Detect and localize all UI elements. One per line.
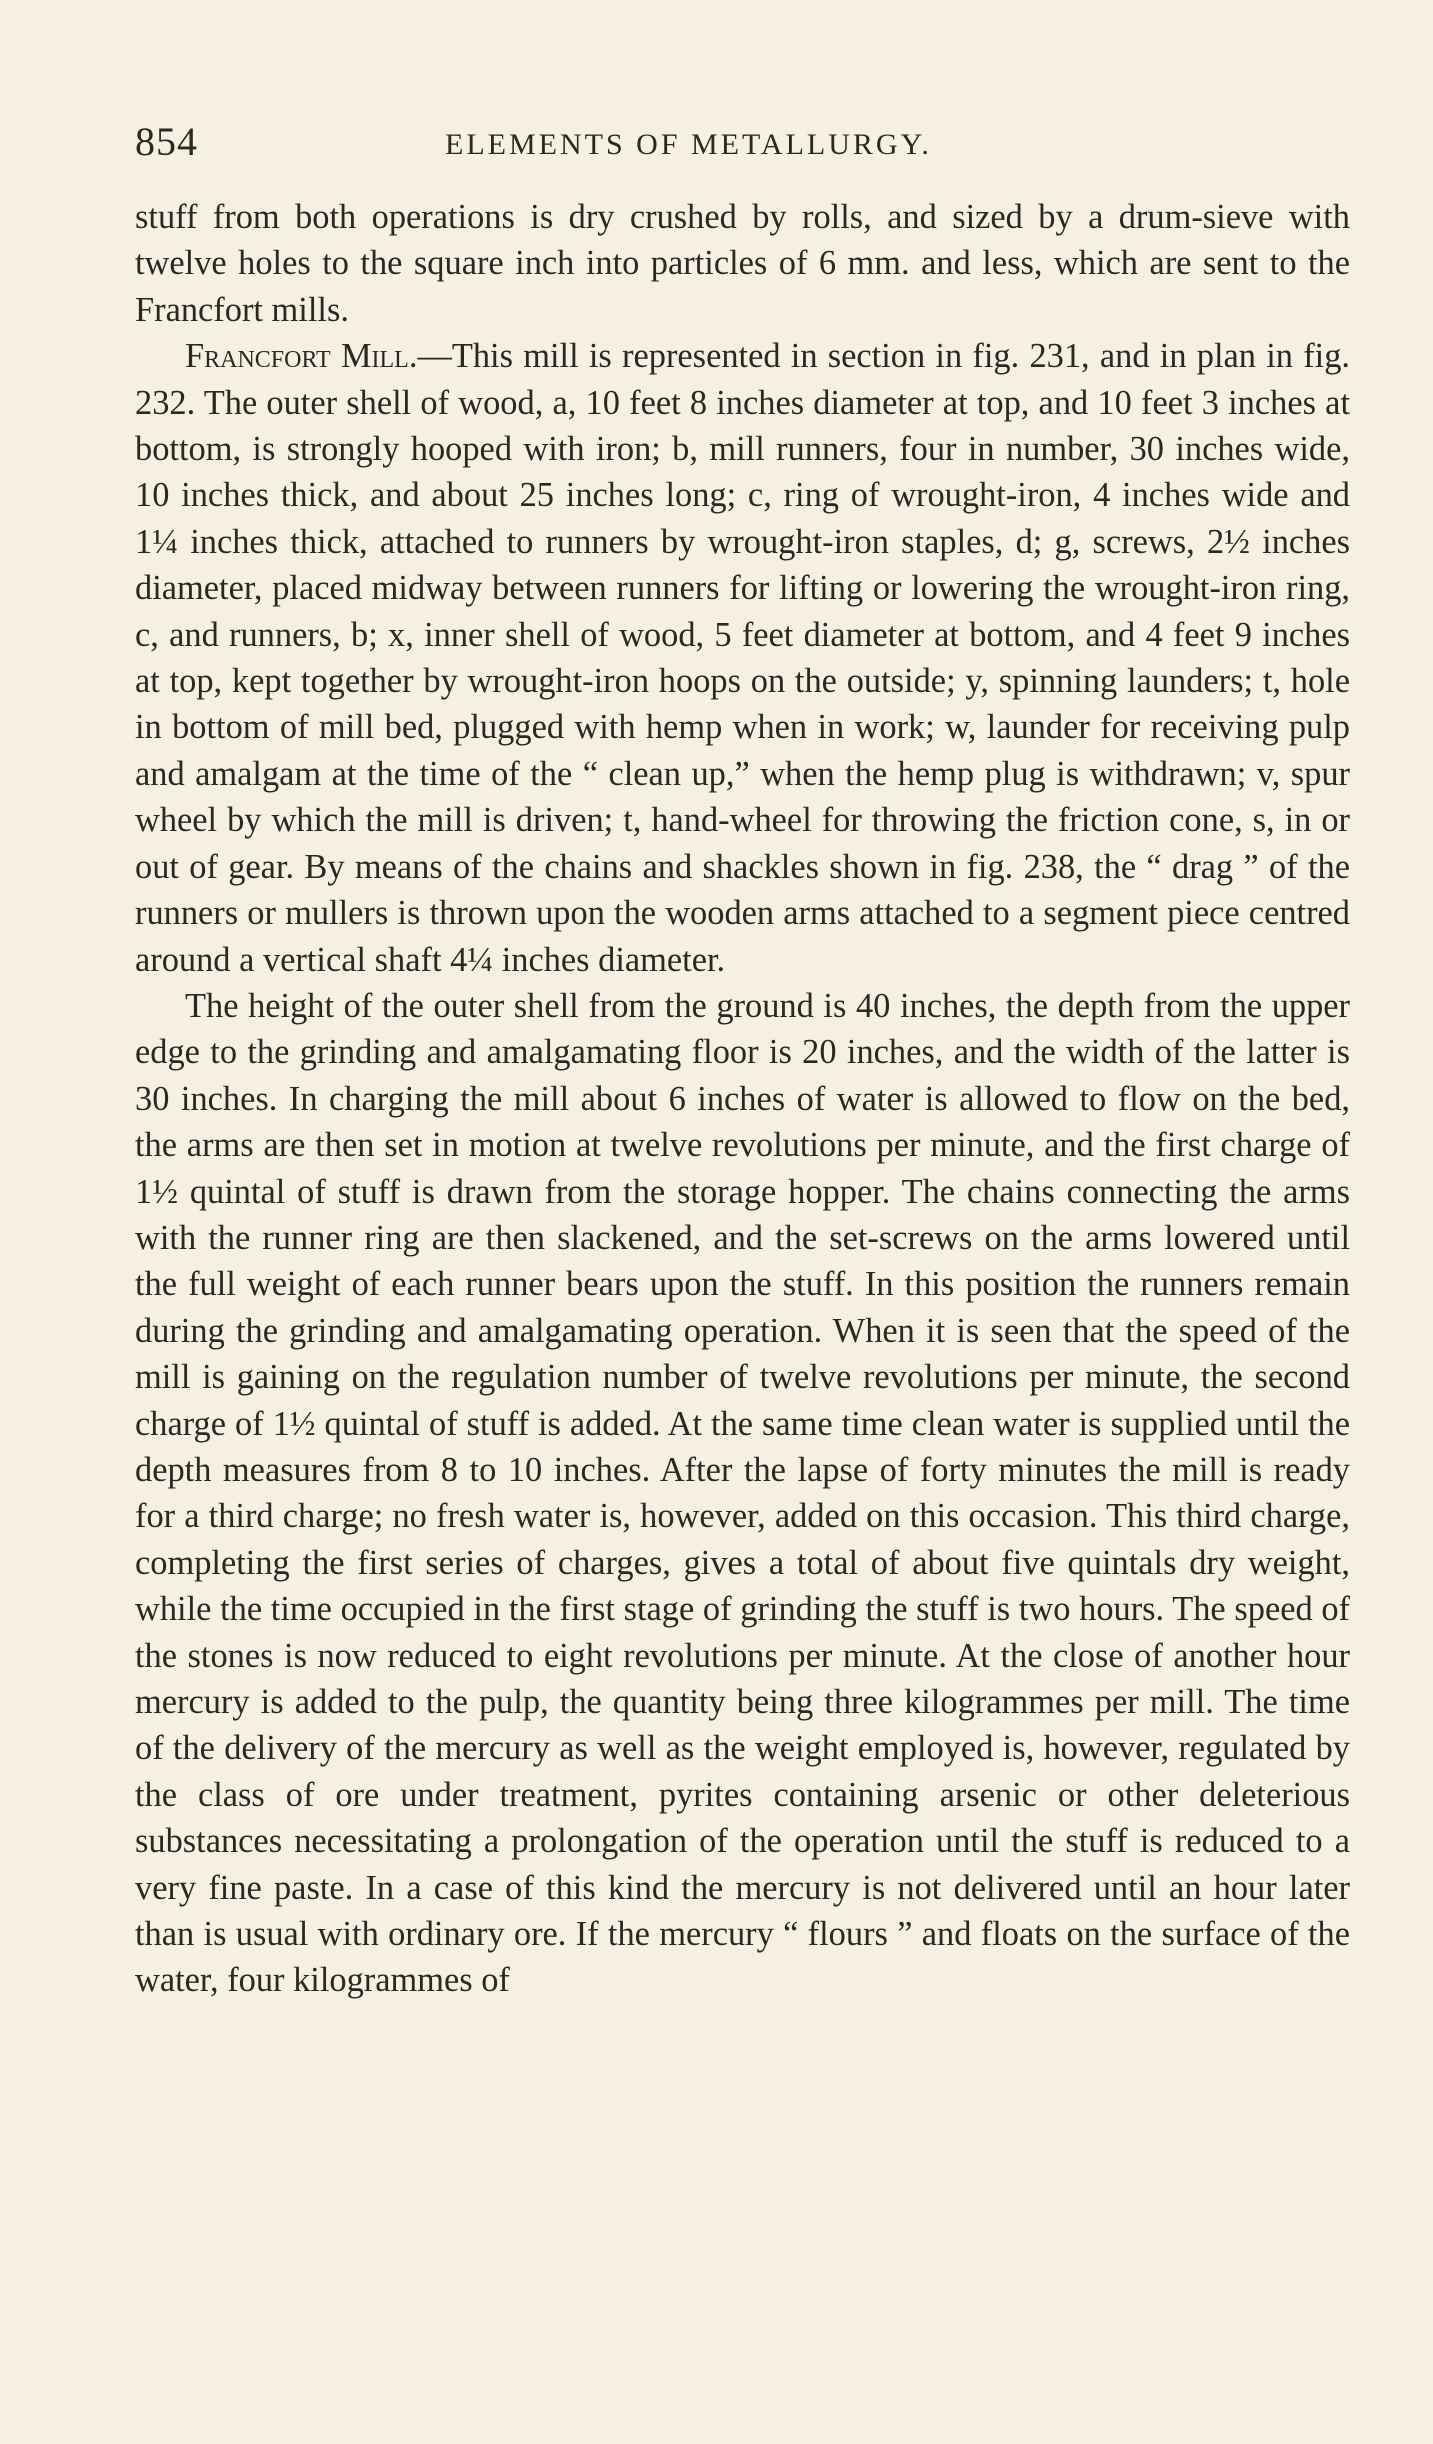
section-heading-francfort-mill: Francfort Mill. xyxy=(185,337,418,376)
running-title: ELEMENTS OF METALLURGY. xyxy=(445,128,932,161)
paragraph-2-text: —This mill is represented in section in fig. 231, and in plan in fig. 232. The outer shell of wood, a, 10 feet 8 inches diameter at top, and 10 feet 3 inches at bottom, is strongly hooped with iron; b, mill runners, four in number, 30 inches wide, 10 inches thick, and about 25 inches long; c, ring of wrought-iron, 4 inches wide and 1¼ inches thick, attached to runners by wrought-iron staples, d; g, screws, 2½ inches diameter, placed midway between runners for lifting or lowering the wrought-iron ring, c, and runners, b; x, inner shell of wood, 5 feet diameter at bottom, and 4 feet 9 inches at top, kept together by wrought-iron hoops on the outside; y, spinning launders; t, hole in bottom of mill bed, plugged with hemp when in work; w, launder for receiving pulp and amalgam at the time of the “ clean up,” when the hemp plug is withdrawn; v, spur wheel by which the mill is driven; t, hand-wheel for throwing the friction cone, s, in or out of gear. By means of the chains and shackles shown in fig. 238, the “ drag ” of the runners or mullers is thrown upon the wooden arms attached to a segment piece centred around a vertical shaft 4¼ inches diameter. xyxy=(135,337,1350,979)
page-number: 854 xyxy=(135,119,198,164)
paragraph-3: The height of the outer shell from the ground is 40 inches, the depth from the upper edge to the grinding and amalgamating floor is 20 inches, and the width of the latter is 30 inches. In charging the mill about 6 inches of water is allowed to flow on the bed, the arms are then set in motion at twelve revolutions per minute, and the first charge of 1½ quintal of stuff is drawn from the storage hopper. The chains connecting the arms with the runner ring are then slackened, and the set-screws on the arms lowered until the full weight of each runner bears upon the stuff. In this position the runners remain during the grinding and amalgamating operation. When it is seen that the speed of the mill is gaining on the regulation number of twelve revolutions per minute, the second charge of 1½ quintal of stuff is added. At the same time clean water is supplied until the depth measures from 8 to 10 inches. After the lapse of forty minutes the mill is ready for a third charge; no fresh water is, however, added on this occasion. This third charge, completing the first series of charges, gives a total of about five quintals dry weight, while the time occupied in the first stage of grinding the stuff is two hours. The speed of the stones is now reduced to eight revolutions per minute. At the close of another hour mercury is added to the pulp, the quantity being three kilogrammes per mill. The time of the delivery of the mercury as well as the weight employed is, however, regulated by the class of ore under treatment, pyrites containing arsenic or other deleterious substances necessitating a prolongation of the operation until the stuff is reduced to a very fine paste. In a case of this kind the mercury is not delivered until an hour later than is usual with ordinary ore. If the mercury “ flours ” and floats on the surface of the water, four kilogrammes of xyxy=(135,986,1350,2000)
paragraph-1: stuff from both operations is dry crushed by rolls, and sized by a drum-sieve with twelve holes to the square inch into particles of 6 mm. and less, which are sent to the Francfort mills. xyxy=(135,198,1350,329)
page-header xyxy=(135,118,1350,178)
paragraph-2 xyxy=(135,333,1350,983)
body-text xyxy=(135,194,1350,2004)
